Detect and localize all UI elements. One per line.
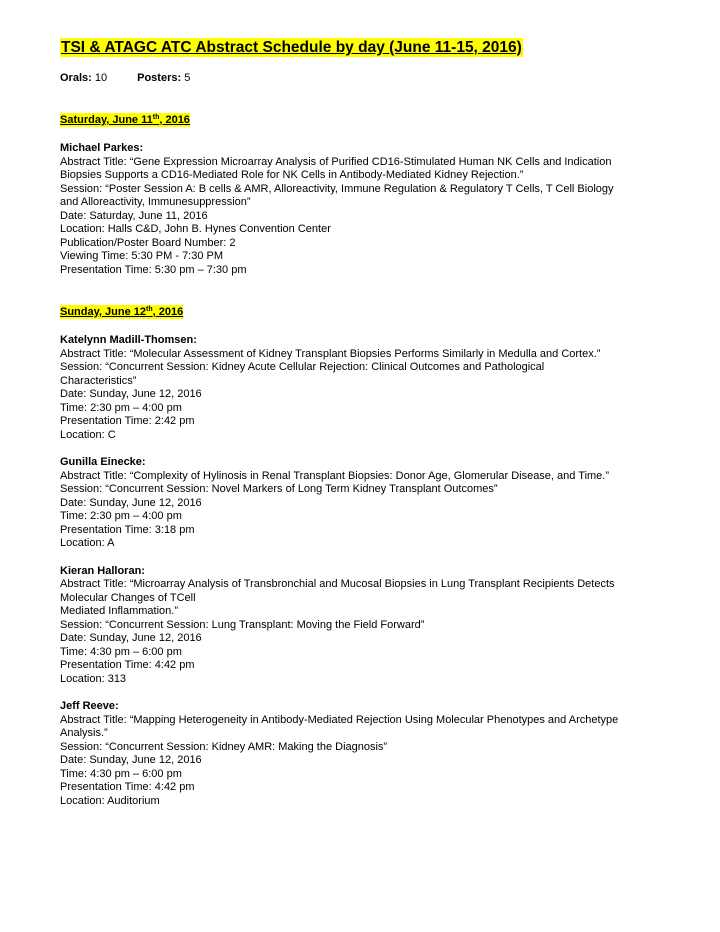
day-heading bbox=[60, 305, 183, 319]
day-heading bbox=[60, 113, 190, 127]
entry-detail-line: Presentation Time: 5:30 pm – 7:30 pm bbox=[60, 263, 247, 276]
presenter-name: Katelynn Madill-Thomsen: bbox=[60, 334, 197, 346]
day-heading-ordinal: th bbox=[152, 114, 160, 121]
day-heading-ordinal: th bbox=[146, 306, 153, 313]
entry-detail-line: Location: A bbox=[60, 537, 115, 549]
document-page bbox=[60, 38, 680, 808]
entry-detail-line: Session: “Concurrent Session: Kidney Acute Cellular Rejection: Clinical Outcomes and Pathological bbox=[60, 361, 545, 373]
schedule-entry bbox=[60, 456, 680, 551]
schedule-entry bbox=[60, 565, 680, 687]
orals-label: Orals: bbox=[60, 72, 92, 84]
presenter-name: Michael Parkes: bbox=[60, 142, 144, 154]
entry-detail-line: and Alloreactivity, Immunesuppression” bbox=[60, 196, 251, 208]
entry-detail-line: Presentation Time: 4:42 pm bbox=[60, 659, 195, 671]
entry-detail-line: Date: Sunday, June 12, 2016 bbox=[60, 632, 202, 644]
presenter-name: Gunilla Einecke: bbox=[60, 456, 146, 468]
schedule-entry bbox=[60, 334, 680, 442]
day-heading-date: Sunday, June 12 bbox=[60, 306, 146, 318]
schedule-entry bbox=[60, 142, 680, 277]
entry-detail-line: Presentation Time: 2:42 pm bbox=[60, 415, 195, 427]
day-heading-year: , 2016 bbox=[159, 114, 190, 126]
entry-detail-line: Date: Saturday, June 11, 2016 bbox=[60, 209, 208, 222]
schedule-days bbox=[60, 85, 680, 808]
entry-detail-line: Mediated Inflammation.” bbox=[60, 605, 178, 617]
entry-detail-line: Location: Auditorium bbox=[60, 794, 160, 807]
entry-detail-line: Session: “Concurrent Session: Kidney AMR: Making the Diagnosis” bbox=[60, 740, 388, 753]
entry-detail-line: Analysis.” bbox=[60, 727, 108, 739]
entry-detail-line: Time: 4:30 pm – 6:00 pm bbox=[60, 645, 182, 658]
entry-detail-line: Date: Sunday, June 12, 2016 bbox=[60, 496, 202, 509]
entry-detail-line: Location: C bbox=[60, 428, 116, 441]
entry-detail-line: Date: Sunday, June 12, 2016 bbox=[60, 754, 202, 766]
entry-detail-line: Time: 2:30 pm – 4:00 pm bbox=[60, 510, 182, 522]
entry-detail-line: Abstract Title: “Complexity of Hylinosis in Renal Transplant Biopsies: Donor Age, Glomerular Disease, and Time.” bbox=[60, 469, 610, 482]
abstract-counts bbox=[60, 71, 680, 85]
day-heading-year: , 2016 bbox=[152, 306, 184, 318]
entry-detail-line: Publication/Poster Board Number: 2 bbox=[60, 236, 236, 249]
posters-value: 5 bbox=[184, 72, 191, 84]
entry-detail-line: Session: “Poster Session A: B cells & AMR, Alloreactivity, Immune Regulation & Regulatory T Cells, T Cell Biology bbox=[60, 182, 614, 195]
entry-detail-line: Presentation Time: 4:42 pm bbox=[60, 781, 195, 793]
entry-detail-line: Viewing Time: 5:30 PM - 7:30 PM bbox=[60, 250, 224, 262]
entry-detail-line: Abstract Title: “Gene Expression Microarray Analysis of Purified CD16-Stimulated Human NK Cells and Indication bbox=[60, 155, 612, 168]
entry-detail-line: Characteristics” bbox=[60, 374, 137, 387]
entry-detail-line: Location: Halls C&D, John B. Hynes Convention Center bbox=[60, 223, 331, 235]
entry-detail-line: Biopsies Supports a CD16-Mediated Role for NK Cells in Antibody-Mediated Kidney Rejection.” bbox=[60, 169, 524, 181]
entry-detail-line: Session: “Concurrent Session: Lung Transplant: Moving the Field Forward” bbox=[60, 618, 425, 631]
schedule-entry bbox=[60, 700, 680, 808]
entry-detail-line: Abstract Title: “Molecular Assessment of Kidney Transplant Biopsies Performs Similarly in Medulla and Cortex.” bbox=[60, 347, 601, 360]
entry-detail-line: Abstract Title: “Microarray Analysis of Transbronchial and Mucosal Biopsies in Lung Transplant Recipients Detects bbox=[60, 578, 615, 590]
entry-detail-line: Molecular Changes of TCell bbox=[60, 591, 196, 604]
entry-detail-line: Location: 313 bbox=[60, 672, 127, 685]
presenter-name: Kieran Halloran: bbox=[60, 564, 145, 577]
entry-detail-line: Time: 4:30 pm – 6:00 pm bbox=[60, 767, 182, 780]
document-title: TSI & ATAGC ATC Abstract Schedule by day (June 11-15, 2016) bbox=[61, 39, 522, 56]
entry-detail-line: Presentation Time: 3:18 pm bbox=[60, 523, 195, 536]
entry-detail-line: Abstract Title: “Mapping Heterogeneity in Antibody-Mediated Rejection Using Molecular Phenotypes and Archetype bbox=[60, 713, 619, 726]
entry-detail-line: Time: 2:30 pm – 4:00 pm bbox=[60, 401, 182, 414]
entry-detail-line: Date: Sunday, June 12, 2016 bbox=[60, 388, 202, 400]
day-heading-date: Saturday, June 11 bbox=[60, 114, 153, 126]
presenter-name: Jeff Reeve: bbox=[60, 700, 119, 712]
entry-detail-line: Session: “Concurrent Session: Novel Markers of Long Term Kidney Transplant Outcomes” bbox=[60, 483, 498, 495]
orals-value: 10 bbox=[94, 72, 108, 84]
posters-label: Posters: bbox=[137, 72, 182, 84]
